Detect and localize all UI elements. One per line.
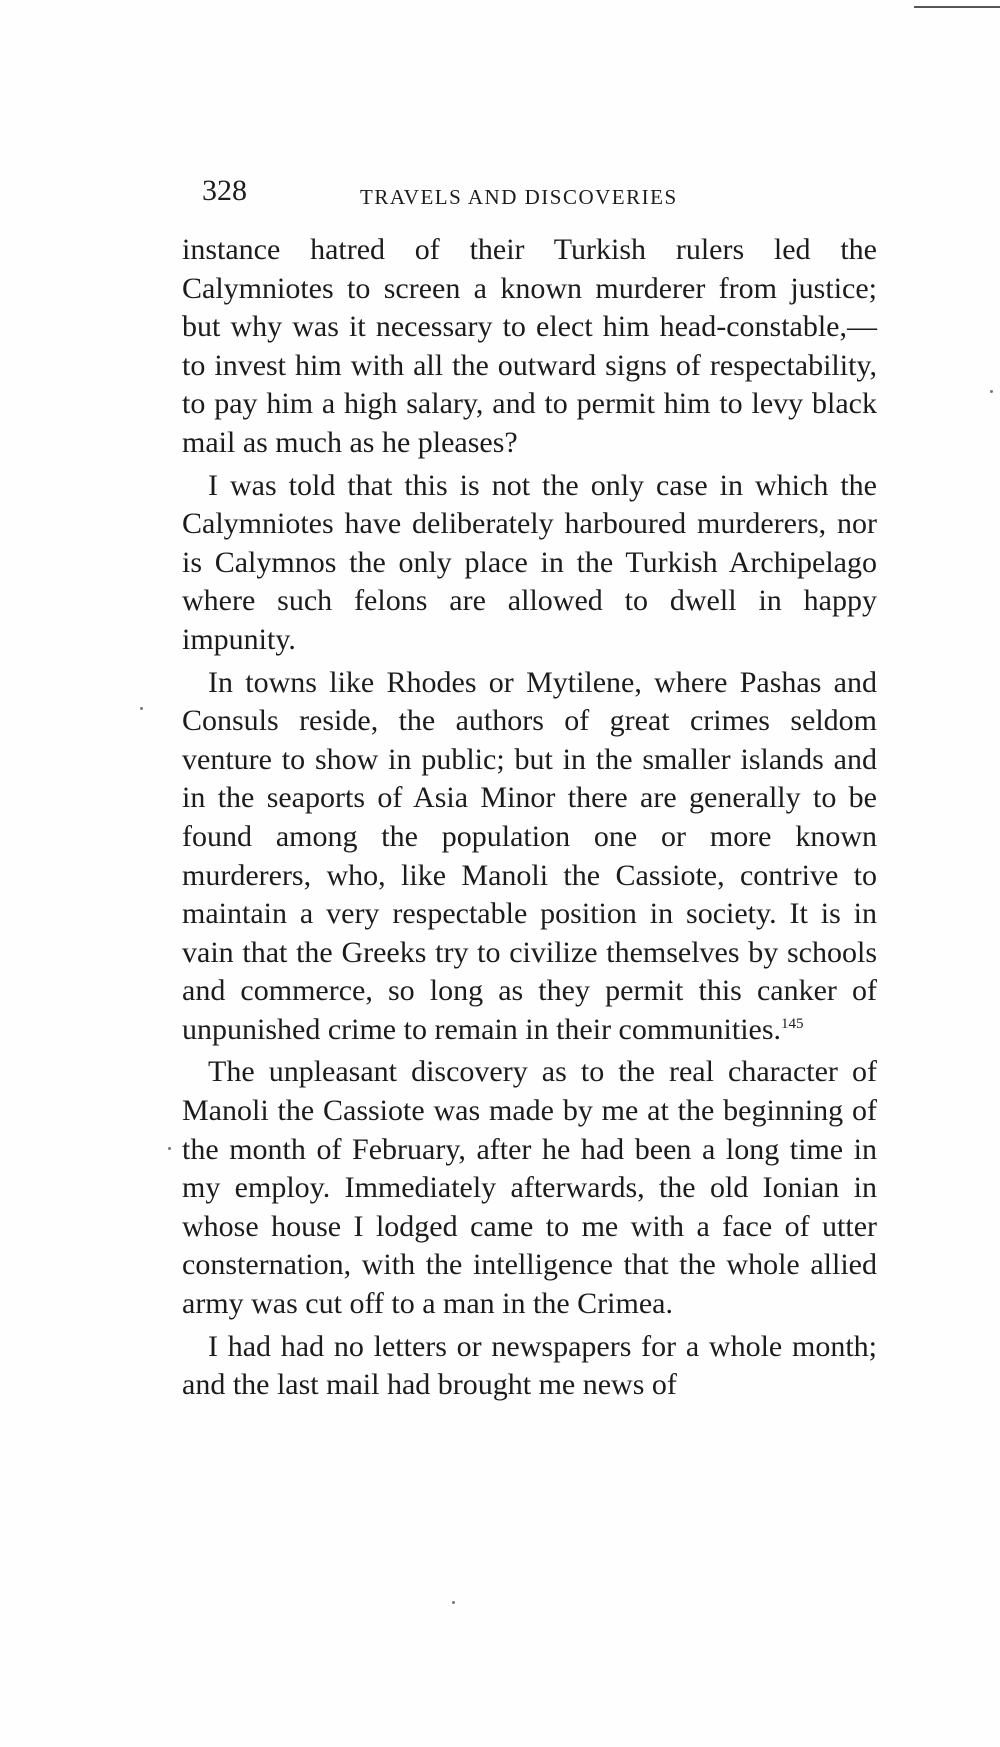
- paragraph-1: [182, 231, 877, 463]
- paragraph-1-text: instance hatred of their Turkish rulers led the Calymniotes to screen a known murderer from justice; but why was it necessary to elect him head-constable,—to invest him with all the outward signs of respectability, to pay him a high salary, and to permit him to levy black mail as much as he pleases?: [182, 233, 877, 459]
- paper-speck: [168, 1147, 171, 1150]
- paragraph-5: [182, 1328, 877, 1405]
- page-header: [202, 174, 722, 214]
- running-head: TRAVELS AND DISCOVERIES: [360, 185, 678, 209]
- paragraph-4-text: The unpleasant discovery as to the real character of Manoli the Cassiote was made by me at the beginning of the month of February, after he had been a long time in my employ. Immediately afterwards, the old Ionian in whose house I lodged came to me with a face of utter consternation, with the intelligence that the whole allied army was cut off to a man in the Crimea.: [182, 1055, 877, 1321]
- page-number: 328: [202, 174, 247, 207]
- paragraph-3-text: In towns like Rhodes or Mytilene, where Pashas and Consuls reside, the authors of great crimes seldom venture to show in public; but in the smaller islands and in the seaports of Asia Minor there are generally to be found among the population one or more known murderers, who, like Manoli the Cassiote, contrive to maintain a very respectable position in society. It is in vain that the Greeks try to civilize themselves by schools and commerce, so long as they permit this canker of unpunished crime to remain in their communities.: [182, 665, 877, 1046]
- edge-rule: [914, 6, 1000, 8]
- paper-speck: [990, 390, 993, 393]
- paragraph-2-text: I was told that this is not the only case in which the Calymniotes have deliberately harboured murderers, nor is Calymnos the only place in the Turkish Archipelago where such felons are allowed to dwell in happy impunity.: [182, 468, 877, 656]
- paragraph-2: [182, 467, 877, 660]
- paper-speck: [452, 1601, 455, 1604]
- paper-speck: [140, 707, 143, 710]
- footnote-marker: 145: [781, 1015, 804, 1032]
- paragraph-5-text: I had had no letters or newspapers for a whole month; and the last mail had brought me news of: [182, 1329, 877, 1402]
- paragraph-4: [182, 1053, 877, 1323]
- paragraph-3: [182, 664, 877, 1050]
- body-text: [182, 231, 877, 1409]
